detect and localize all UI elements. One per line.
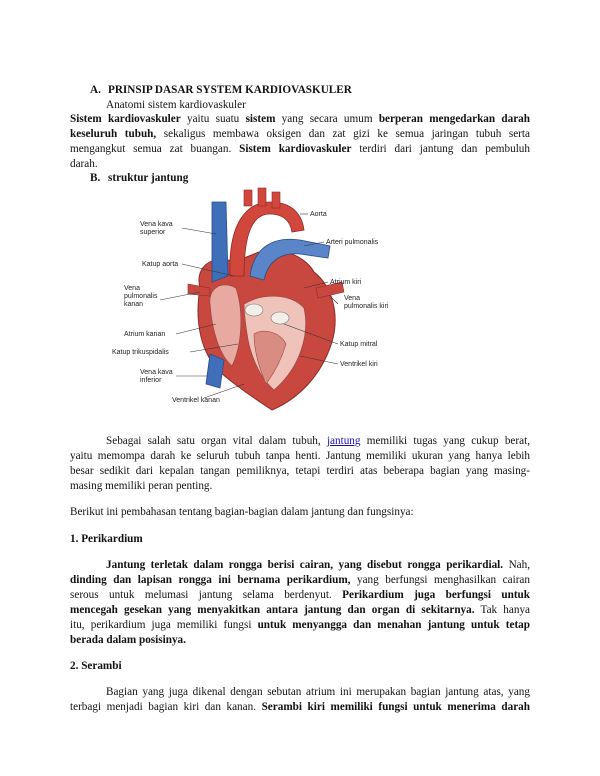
label-vena-kava-superior: Vena kava [140,221,173,228]
section-1-heading [70,532,143,548]
label-vena-kava-inferior: inferior [140,377,162,384]
section-a-title: PRINSIP DASAR SYSTEM KARDIOVASKULER [108,84,352,96]
perikardium-line-2 [70,573,530,589]
intro-line-2 [70,127,530,143]
section-b-marker: B. [90,172,101,184]
perikardium-line-1 [70,558,530,574]
jantung-link[interactable]: jantung [326,435,361,447]
section-b-title: struktur jantung [108,172,189,184]
heart-anatomy-diagram [104,184,404,416]
label-vena-kava-superior: superior [140,229,166,236]
leader-line [160,292,200,300]
serambi-text: terbagi menjadi bagian kiri dan kanan. [70,701,262,713]
label-vena-pulmonalis-kanan: Vena [124,285,140,292]
perikardium-text: itu, perikardium juga memiliki fungsi [70,619,258,631]
section-a-heading [90,83,352,99]
intro-text: terdiri dari jantung dan pembuluh [351,143,530,155]
perikardium-emphasis: dinding dan lapisan rongga ini bernama perikardium, [70,574,351,586]
para1-line-3: besar sedikit dari kepalan tangan pemiliknya, tetapi terdiri atas beberapa bagian yang masing- [70,465,530,477]
vena-cava-inferior-shape [206,354,224,388]
para1-line-2: yaitu memompa darah ke seluruh tubuh tanpa henti. Jantung memiliki ukuran yang hanya lebih [70,450,530,462]
intro-term: sistem [245,113,276,125]
intro-text: mengangkut semua zat buangan. [70,143,240,155]
aorta-branch-shape [258,188,266,206]
label-ventrikel-kiri: Ventrikel kiri [340,361,378,368]
para2: Berikut ini pembahasan tentang bagian-bagian dalam jantung dan fungsinya: [70,506,414,518]
label-ventrikel-kanan: Ventrikel kanan [172,397,220,404]
perikardium-emphasis: Jantung terletak dalam rongga berisi cairan, yang disebut rongga perikardial. [106,559,504,571]
perikardium-emphasis: mencegah gesekan yang menyakitkan antara jantung dan organ di sekitarnya. [70,604,475,616]
section-a-subtitle: Anatomi sistem kardiovaskuler [106,99,246,111]
perikardium-line-6: berada dalam posisinya. [70,634,186,646]
section-2-heading [70,659,122,675]
serambi-line-2 [70,700,530,716]
perikardium-text: yang berfungsi menghasilkan cairan [350,574,530,586]
label-atrium-kiri: Atrium kiri [330,279,362,286]
label-atrium-kanan: Atrium kanan [124,331,166,338]
serambi-line-1: Bagian yang juga dikenal dengan sebutan atrium ini merupakan bagian jantung atas, yang [106,686,530,698]
aorta-branch-shape [272,192,280,208]
para1-text: Sebagai salah satu organ vital dalam tubuh, [106,435,327,447]
para1-line-4: masing memiliki peran penting. [70,480,213,492]
vena-cava-superior-shape [212,202,228,282]
section-2-title: Serambi [81,660,122,672]
valve-shape [245,304,263,316]
intro-emphasis: keseluruh tubuh, [70,128,157,140]
aorta-branch-shape [244,190,252,206]
perikardium-text: serous untuk melumasi jantung selama berdenyut. [70,589,343,601]
section-a-marker: A. [90,84,101,96]
intro-line-1 [70,112,530,128]
section-1-title: Perikardium [81,533,143,545]
intro-text: yaitu suatu [180,113,246,125]
perikardium-line-5 [70,618,530,634]
perikardium-line-4 [70,603,530,619]
perikardium-text: Tak hanya [474,604,531,616]
label-vena-pulmonalis-kanan: pulmonalis [124,293,158,300]
label-arteri-pulmonalis: Arteri pulmonalis [326,239,379,246]
intro-emphasis: berperan mengedarkan darah [378,113,530,125]
perikardium-emphasis: Perikardium juga berfungsi untuk [342,589,531,601]
intro-term: Sistem kardiovaskuler [70,113,181,125]
valve-shape [271,312,289,324]
intro-line-4: darah. [70,158,98,170]
label-vena-pulmonalis-kiri: pulmonalis kiri [344,303,389,310]
perikardium-line-3 [70,588,530,604]
leader-line [182,228,216,234]
label-aorta: Aorta [310,211,327,218]
intro-line-3 [70,142,530,158]
para1-text: memiliki tugas yang cukup berat, [360,435,530,447]
perikardium-text: Nah, [503,559,531,571]
serambi-emphasis: Serambi kiri memiliki fungsi untuk menerima darah [261,701,530,713]
label-vena-pulmonalis-kanan: kanan [124,301,144,308]
label-vena-pulmonalis-kiri: Vena [344,295,360,302]
label-katup-mitral: Katup mitral [340,341,378,348]
label-vena-kava-inferior: Vena kava [140,369,173,376]
intro-term: Sistem kardiovaskuler [239,143,352,155]
label-katup-trikuspidalis: Katup trikuspidalis [112,349,169,356]
section-2-marker: 2. [70,660,79,672]
label-katup-aorta: Katup aorta [142,261,179,268]
intro-text: sekaligus membawa oksigen dan zat gizi ke semua jaringan tubuh serta [156,128,530,140]
section-1-marker: 1. [70,533,79,545]
intro-text: yang secara umum [275,113,379,125]
para1-line-1 [70,434,530,450]
perikardium-emphasis: untuk menyangga dan menahan jantung untuk tetap [257,619,530,631]
leader-line [204,384,244,398]
